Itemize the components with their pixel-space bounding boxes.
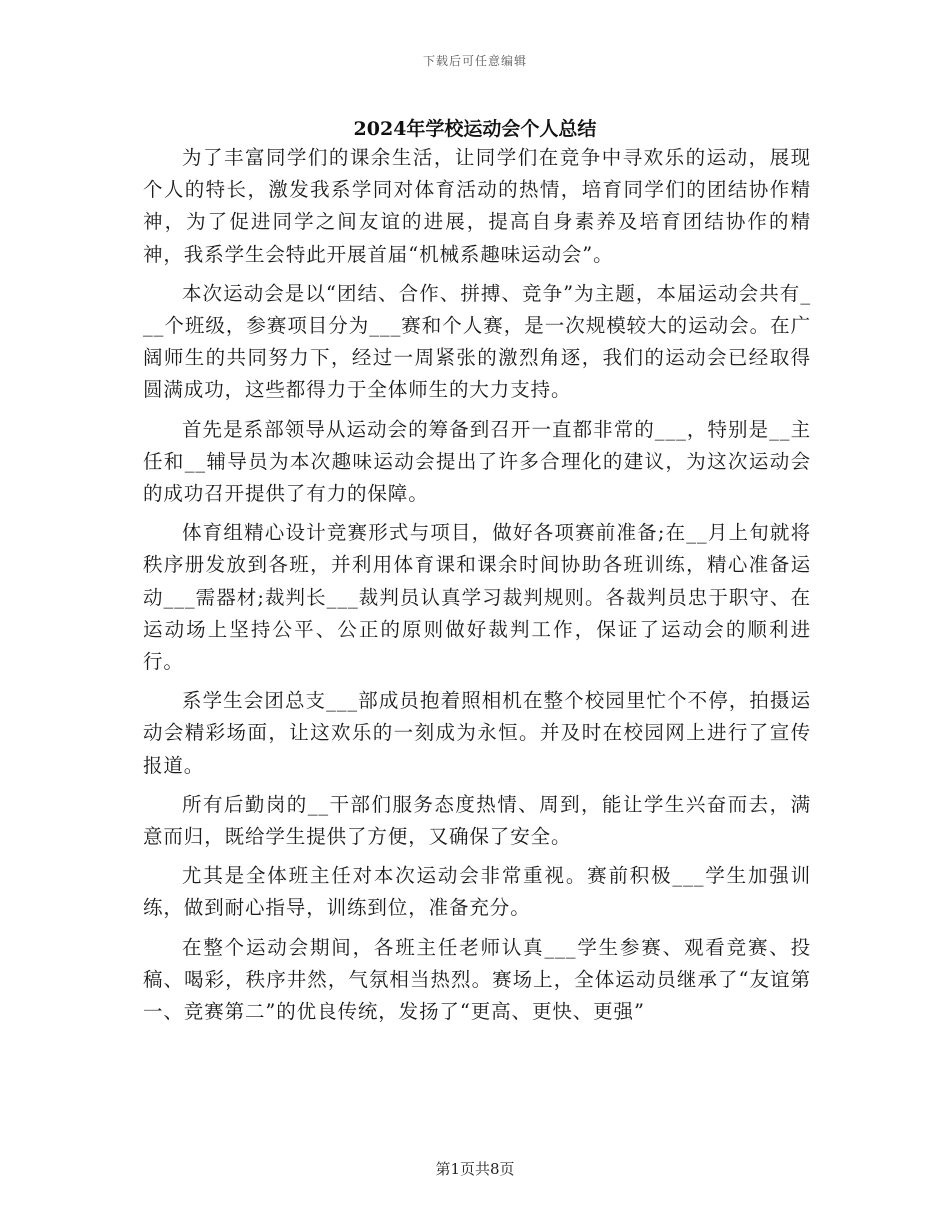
- paragraph: 系学生会团总支___部成员抱着照相机在整个校园里忙个不停，拍摄运动会精彩场面，让这欢乐的一刻成为永恒。并及时在校园网上进行了宣传报道。: [143, 689, 811, 777]
- document-title: 2024年学校运动会个人总结: [353, 118, 597, 140]
- paragraph: 首先是系部领导从运动会的筹备到召开一直都非常的___，特别是__主任和__辅导员为本次趣味运动会提出了许多合理化的建议，为这次运动会的成功召开提供了有力的保障。: [143, 417, 811, 506]
- document-body: [143, 142, 811, 1035]
- header-note: 下载后可任意编辑: [422, 54, 527, 68]
- page-indicator: 第1页共8页: [435, 1160, 515, 1178]
- paragraph: 为了丰富同学们的课余生活，让同学们在竞争中寻欢乐的运动，展现个人的特长，激发我系学同对体育活动的热情，培育同学们的团结协作精神，为了促进同学之间友谊的进展，提高自身素养及培育团结协作的精神，我系学生会特此开展首届“机械系趣味运动会”。: [143, 146, 811, 266]
- paragraph: 在整个运动会期间，各班主任老师认真___学生参赛、观看竞赛、投稿、喝彩，秩序井然，气氛相当热烈。赛场上，全体运动员继承了“友谊第一、竞赛第二”的优良传统，发扬了“更高、更快、更强”: [143, 935, 811, 1024]
- paragraph: 体育组精心设计竞赛形式与项目，做好各项赛前准备;在__月上旬就将秩序册发放到各班，并利用体育课和课余时间协助各班训练，精心准备运动___需器材;裁判长___裁判员认真学习裁判规则。各裁判员忠于职守、在运动场上坚持公平、公正的原则做好裁判工作，保证了运动会的顺利进行。: [143, 521, 811, 674]
- paragraph: 所有后勤岗的__干部们服务态度热情、周到，能让学生兴奋而去，满意而归，既给学生提供了方便，又确保了安全。: [143, 792, 811, 849]
- paragraph: 尤其是全体班主任对本次运动会非常重视。赛前积极___学生加强训练，做到耐心指导，训练到位，准备充分。: [143, 864, 811, 920]
- paragraph: 本次运动会是以“团结、合作、拼搏、竞争”为主题，本届运动会共有___个班级，参赛项目分为___赛和个人赛，是一次规模较大的运动会。在广阔师生的共同努力下，经过一周紧张的激烈角逐，我们的运动会已经取得圆满成功，这些都得力于全体师生的大力支持。: [143, 281, 811, 402]
